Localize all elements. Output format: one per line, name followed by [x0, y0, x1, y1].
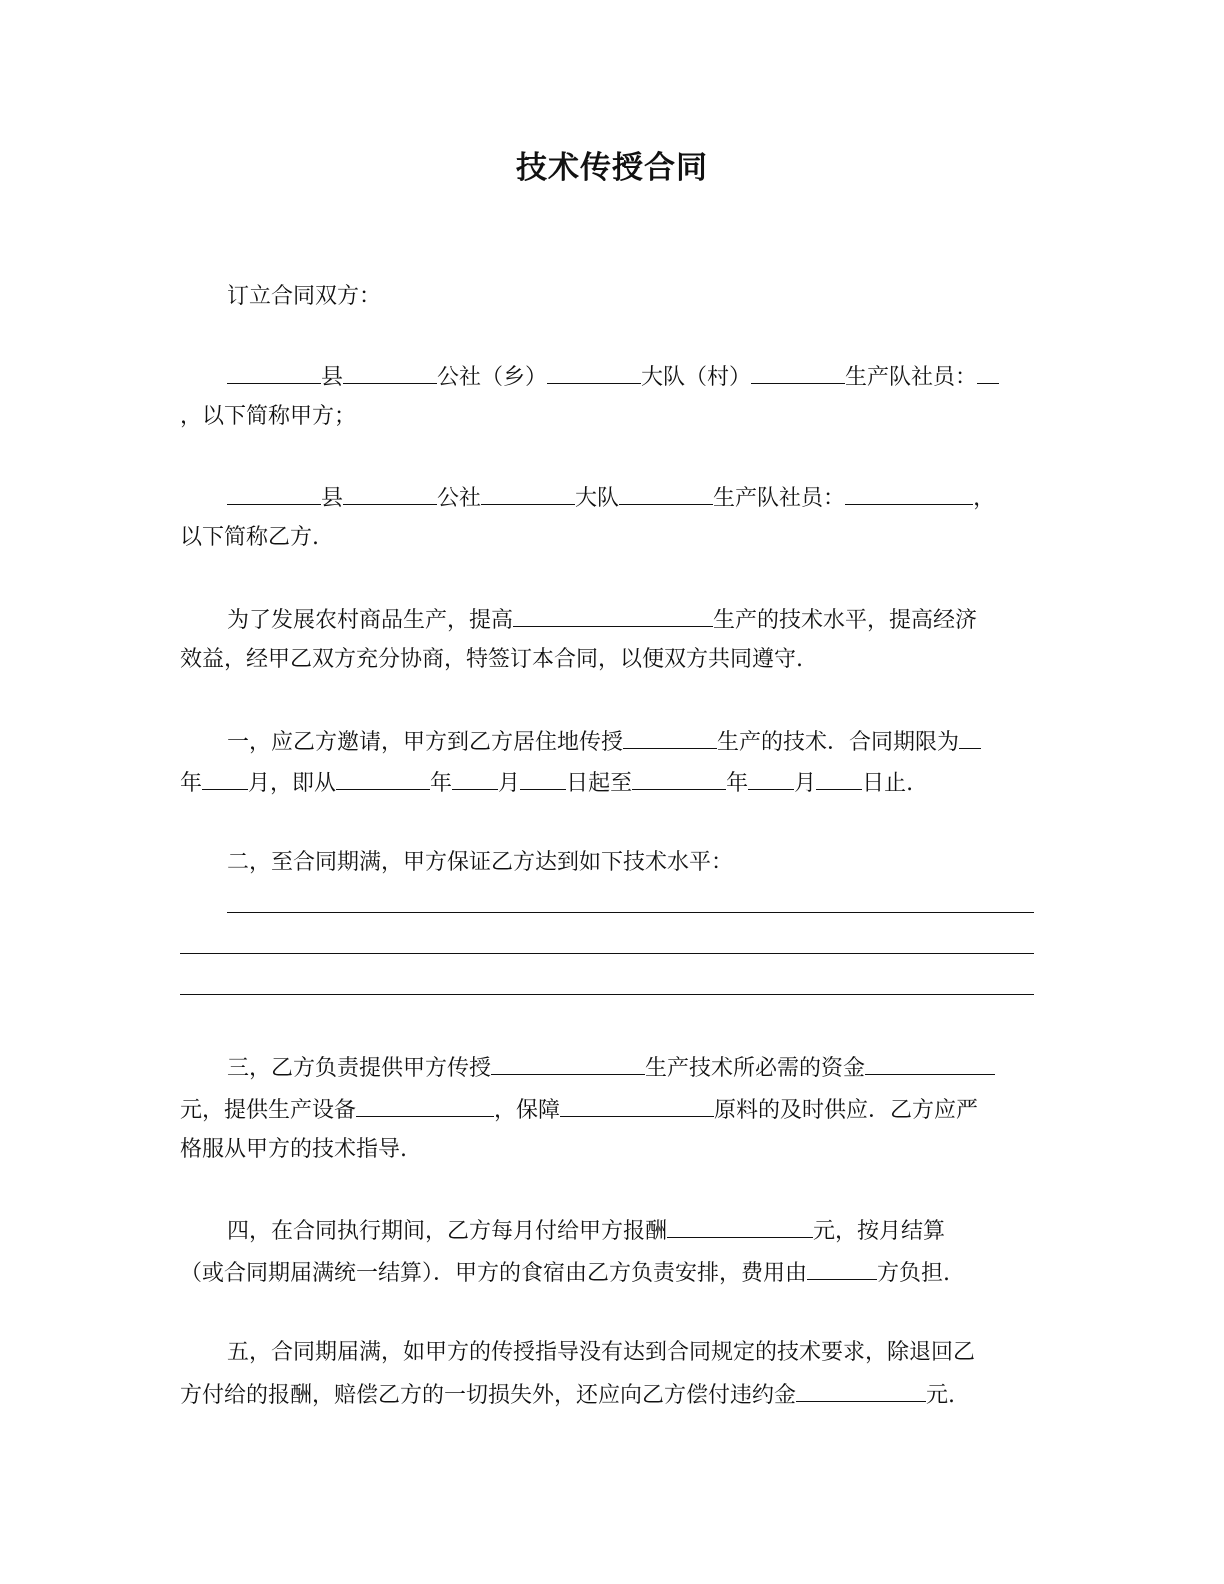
start-year-blank[interactable]: [336, 767, 430, 790]
clause3-text-4: ，保障: [494, 1098, 561, 1123]
party-b-line-2: [180, 523, 319, 553]
intro-text: 订立合同双方：: [227, 284, 382, 309]
team-blank[interactable]: [751, 361, 845, 384]
commune-blank[interactable]: [343, 361, 437, 384]
commune-blank[interactable]: [343, 482, 437, 505]
product-blank[interactable]: [513, 604, 713, 627]
cost-bearer-blank[interactable]: [807, 1257, 877, 1280]
brigade-label: 大队: [575, 486, 620, 511]
clause2-line-1: [227, 848, 733, 878]
clause3-text-5: 原料的及时供应．乙方应严: [714, 1098, 979, 1123]
year-label: 年: [180, 771, 203, 796]
party-b-suffix: 以下简称乙方.: [180, 525, 319, 550]
start-month-blank[interactable]: [452, 767, 498, 790]
party-a-suffix: ，以下简称甲方；: [180, 404, 357, 429]
start-year-label: 年: [430, 771, 453, 796]
clause5-line-2: [180, 1379, 955, 1411]
clause3-line-1: [227, 1052, 995, 1084]
clause3-line-2: [180, 1094, 978, 1126]
month-from-label: 月，即从: [248, 771, 337, 796]
end-year-blank[interactable]: [632, 767, 726, 790]
start-day-label: 日起至: [566, 771, 633, 796]
county-label: 县: [321, 365, 344, 390]
party-a-line-2: [180, 402, 356, 432]
start-day-blank[interactable]: [520, 767, 566, 790]
monthly-pay-blank[interactable]: [667, 1215, 813, 1238]
term-years-blank[interactable]: [959, 726, 981, 749]
clause4-line-1: [227, 1215, 945, 1247]
production-blank[interactable]: [623, 726, 717, 749]
party-a-line-1: [227, 361, 999, 393]
clause1-line-2: [180, 767, 913, 799]
end-day-label: 日止.: [862, 771, 914, 796]
clause1-text-1: 一，应乙方邀请，甲方到乙方居住地传授: [227, 730, 624, 755]
clause4-text-1: 四，在合同执行期间，乙方每月付给甲方报酬: [227, 1219, 668, 1244]
tech-subject-blank[interactable]: [491, 1052, 645, 1075]
team-blank[interactable]: [619, 482, 713, 505]
start-month-label: 月: [498, 771, 521, 796]
brigade-blank[interactable]: [547, 361, 641, 384]
commune-label: 公社（乡）: [437, 365, 548, 390]
brigade-label: 大队（村）: [641, 365, 752, 390]
funds-blank[interactable]: [865, 1052, 995, 1075]
clause5-text-1: 五，合同期届满，如甲方的传授指导没有达到合同规定的技术要求，除退回乙: [227, 1340, 976, 1365]
clause3-text-6: 格服从甲方的技术指导.: [180, 1137, 407, 1162]
preamble-text-2: 生产的技术水平，提高经济: [713, 608, 978, 633]
clause4-text-2: 元，按月结算: [813, 1219, 946, 1244]
member-blank[interactable]: [977, 361, 999, 384]
party-b-comma: ，: [973, 486, 996, 511]
clause3-text-2: 生产技术所必需的资金: [645, 1056, 866, 1081]
clause5-line-1: [227, 1338, 975, 1368]
clause2-text: 二，至合同期满，甲方保证乙方达到如下技术水平：: [227, 850, 734, 875]
preamble-text-3: 效益，经甲乙双方充分协商，特签订本合同，以便双方共同遵守.: [180, 647, 803, 672]
preamble-line-2: [180, 645, 803, 675]
party-b-line-1: [227, 482, 995, 514]
materials-blank[interactable]: [560, 1094, 714, 1117]
clause3-text-1: 三，乙方负责提供甲方传授: [227, 1056, 492, 1081]
clause1-line-1: [227, 726, 981, 758]
clause4-text-4: 方负担.: [877, 1261, 951, 1286]
clause4-text-3: （或合同期届满统一结算）．甲方的食宿由乙方负责安排，费用由: [180, 1261, 808, 1286]
tech-level-rule-3[interactable]: [180, 994, 1034, 995]
end-month-label: 月: [794, 771, 817, 796]
member-blank[interactable]: [845, 482, 973, 505]
term-months-blank[interactable]: [202, 767, 248, 790]
tech-level-rule-2[interactable]: [180, 953, 1034, 954]
preamble-text-1: 为了发展农村商品生产，提高: [227, 608, 514, 633]
clause5-text-3: 元.: [926, 1383, 956, 1408]
preamble-line-1: [227, 604, 977, 636]
clause1-text-2: 生产的技术．合同期限为: [717, 730, 960, 755]
clause3-text-3: 元，提供生产设备: [180, 1098, 357, 1123]
clause5-text-2: 方付给的报酬，赔偿乙方的一切损失外，还应向乙方偿付违约金: [180, 1383, 797, 1408]
tech-level-rule-1[interactable]: [227, 912, 1034, 913]
clause3-line-3: [180, 1135, 407, 1165]
document-title: 技术传授合同: [516, 150, 708, 186]
end-year-label: 年: [726, 771, 749, 796]
commune-label: 公社: [437, 486, 482, 511]
brigade-blank[interactable]: [481, 482, 575, 505]
equipment-blank[interactable]: [356, 1094, 494, 1117]
county-blank[interactable]: [227, 482, 321, 505]
end-day-blank[interactable]: [816, 767, 862, 790]
team-label: 生产队社员：: [845, 365, 978, 390]
team-label: 生产队社员：: [713, 486, 846, 511]
intro-line: [227, 282, 381, 312]
penalty-blank[interactable]: [796, 1379, 926, 1402]
county-blank[interactable]: [227, 361, 321, 384]
end-month-blank[interactable]: [748, 767, 794, 790]
county-label: 县: [321, 486, 344, 511]
clause4-line-2: [180, 1257, 950, 1289]
